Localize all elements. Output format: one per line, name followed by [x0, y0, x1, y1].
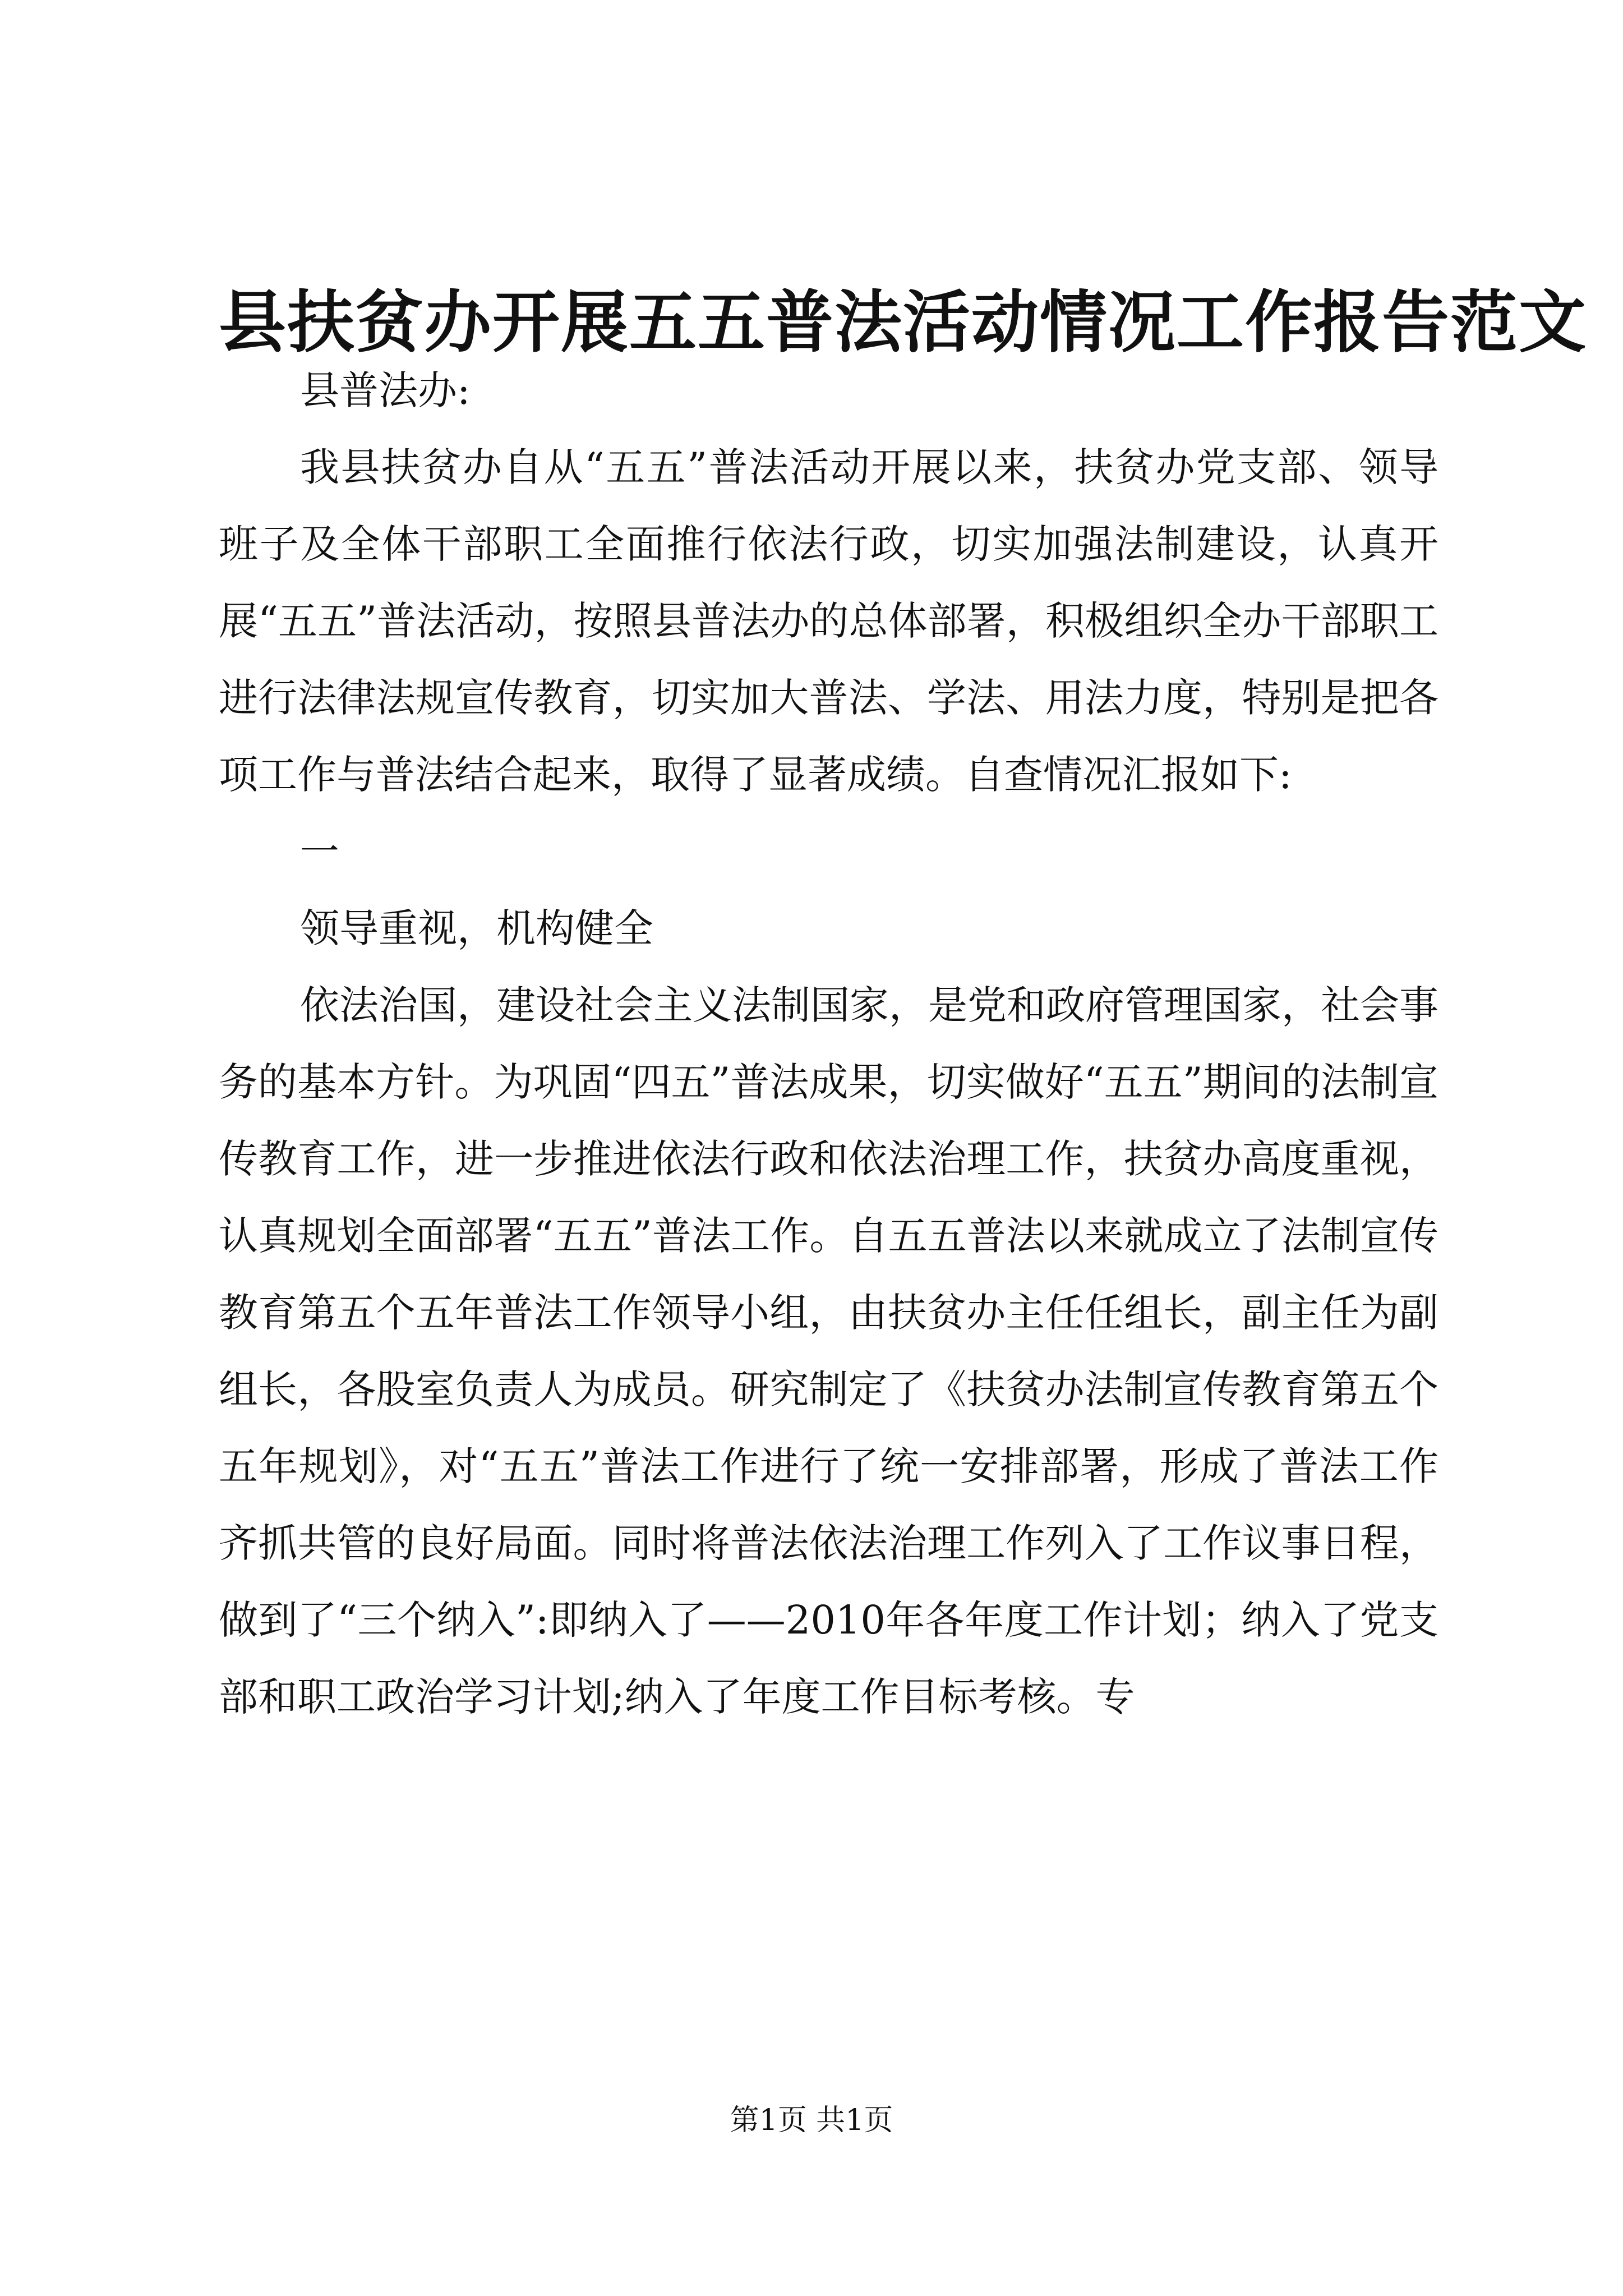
document-title: 县扶贫办开展五五普法活动情况工作报告范文 — [219, 283, 1587, 362]
document-body — [219, 352, 1438, 1736]
section-number: 一 — [300, 829, 339, 875]
intro-paragraph: 我县扶贫办自从“五五”普法活动开展以来，扶贫办党支部、领导班子及全体干部职工全面推行依法行政，切实加强法制建设，认真开展“五五”普法活动，按照县普法办的总体部署，积极组织全办干部职工进行法律法规宣传教育，切实加大普法、学法、用法力度，特别是把各项工作与普法结合起来，取得了显著成绩。自查情况汇报如下: — [219, 444, 1438, 798]
page-footer: 第1页 共1页 — [730, 2104, 893, 2137]
section-paragraph: 依法治国，建设社会主义法制国家，是党和政府管理国家，社会事务的基本方针。为巩固“四五”普法成果，切实做好“五五”期间的法制宣传教育工作，进一步推进依法行政和依法治理工作，扶贫办高度重视，认真规划全面部署“五五”普法工作。自五五普法以来就成立了法制宣传教育第五个五年普法工作领导小组，由扶贫办主任任组长，副主任为副组长，各股室负责人为成员。研究制定了《扶贫办法制宣传教育第五个五年规划》，对“五五”普法工作进行了统一安排部署，形成了普法工作齐抓共管的良好局面。同时将普法依法治理工作列入了工作议事日程，做到了“三个纳入”:即纳入了——2010年各年度工作计划；纳入了党支部和职工政治学习计划;纳入了年度工作目标考核。专 — [219, 982, 1438, 1720]
salutation: 县普法办: — [300, 367, 471, 413]
section-heading: 领导重视，机构健全 — [300, 905, 653, 951]
